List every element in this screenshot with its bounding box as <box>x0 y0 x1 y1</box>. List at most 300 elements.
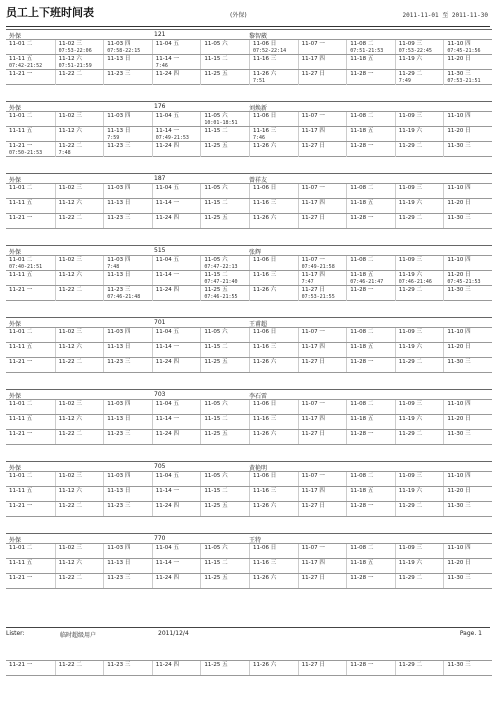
day-label: 11-14 一 <box>155 128 180 134</box>
day-label: 11-28 一 <box>350 71 374 77</box>
day-cell <box>249 472 298 486</box>
day-label: 11-20 日 <box>447 416 471 422</box>
day-cell <box>395 358 444 372</box>
day-cell <box>6 358 55 372</box>
day-label: 11-12 六 <box>58 200 82 206</box>
day-cell <box>395 70 444 85</box>
time-value: 07:53-22:06 <box>58 48 92 54</box>
day-cell <box>55 574 104 588</box>
day-label: 11-01 二 <box>9 329 33 335</box>
day-label: 11-16 三 <box>252 416 277 422</box>
day-cell <box>346 112 395 127</box>
day-label: 11-23 三 <box>107 143 131 149</box>
day-label: 11-15 二 <box>204 560 228 566</box>
day-cell <box>55 328 104 342</box>
day-label: 11-22 二 <box>58 143 82 149</box>
day-cell <box>6 559 55 573</box>
day-cell <box>298 400 347 414</box>
day-label: 11-01 二 <box>9 401 33 407</box>
day-cell <box>200 358 249 372</box>
day-label: 11-19 六 <box>398 128 423 134</box>
day-label: 11-22 二 <box>58 431 82 437</box>
day-label: 11-05 六 <box>204 113 228 119</box>
day-cell <box>55 214 104 228</box>
day-cell <box>6 415 55 429</box>
day-label: 11-26 六 <box>252 503 277 509</box>
day-cell <box>152 142 201 157</box>
day-cell <box>346 286 395 301</box>
day-label: 11-03 四 <box>107 185 131 191</box>
day-label: 11-27 日 <box>301 503 325 509</box>
day-cell <box>249 70 298 85</box>
day-label: 11-09 三 <box>398 113 423 119</box>
time-value: 7:48 <box>107 264 120 270</box>
employee-code: 701 <box>154 319 166 326</box>
day-cell <box>346 328 395 342</box>
day-cell <box>249 55 298 70</box>
employee-code: 705 <box>154 463 166 470</box>
day-label: 11-21 一 <box>9 71 33 77</box>
day-label: 11-20 日 <box>447 128 471 134</box>
day-label: 11-24 四 <box>155 575 180 581</box>
employee-header <box>6 173 492 183</box>
day-cell <box>103 544 152 558</box>
day-cell <box>152 559 201 573</box>
employee-name: 李石雷 <box>249 393 268 400</box>
day-cell <box>395 502 444 516</box>
time-value: 07:52-22:14 <box>252 48 287 54</box>
day-cell <box>346 199 395 213</box>
day-label: 11-08 二 <box>350 185 374 191</box>
time-value: 07:51-21:53 <box>350 48 384 54</box>
day-cell <box>298 472 347 486</box>
table-row <box>6 198 492 213</box>
day-label: 11-27 日 <box>301 359 325 365</box>
day-cell <box>6 199 55 213</box>
day-label: 11-24 四 <box>155 143 180 149</box>
day-label: 11-03 四 <box>107 401 131 407</box>
employee-header <box>6 317 492 327</box>
day-label: 11-30 三 <box>447 662 471 668</box>
report-title: 员工上下班时间表 <box>6 6 94 19</box>
day-label: 11-24 四 <box>155 287 180 293</box>
day-cell <box>55 430 104 444</box>
day-cell <box>249 214 298 228</box>
day-label: 11-02 三 <box>58 185 82 191</box>
employee-header <box>6 461 492 471</box>
day-label: 11-18 五 <box>350 560 374 566</box>
day-cell <box>443 415 492 429</box>
day-cell <box>200 328 249 342</box>
day-label: 11-12 六 <box>58 128 82 134</box>
table-row <box>6 573 492 589</box>
day-cell <box>249 415 298 429</box>
day-cell <box>103 415 152 429</box>
day-label: 11-16 三 <box>252 344 277 350</box>
day-label: 11-18 五 <box>350 128 374 134</box>
day-label: 11-20 日 <box>447 488 471 494</box>
employee-category: 外保 <box>9 465 22 472</box>
day-label: 11-12 六 <box>58 560 82 566</box>
day-cell <box>152 358 201 372</box>
day-label: 11-29 二 <box>398 287 423 293</box>
day-cell <box>152 112 201 127</box>
employee-block <box>6 173 492 229</box>
day-cell <box>395 574 444 588</box>
employee-header <box>6 101 492 111</box>
day-cell <box>346 358 395 372</box>
day-label: 11-28 一 <box>350 215 374 221</box>
day-cell <box>298 430 347 444</box>
day-label: 11-13 日 <box>107 560 131 566</box>
employee-block <box>6 461 492 517</box>
day-label: 11-20 日 <box>447 56 471 62</box>
table-row <box>6 255 492 270</box>
day-label: 11-25 五 <box>204 503 228 509</box>
date-range: 2011-11-01 至 2011-11-30 <box>402 12 488 19</box>
day-cell <box>200 40 249 55</box>
day-label: 11-29 二 <box>398 431 423 437</box>
day-cell <box>298 328 347 342</box>
day-label: 11-14 一 <box>155 416 180 422</box>
day-cell <box>443 358 492 372</box>
day-label: 11-15 二 <box>204 200 228 206</box>
day-cell <box>152 328 201 342</box>
day-label: 11-11 五 <box>9 416 33 422</box>
day-label: 11-04 五 <box>155 329 180 335</box>
day-cell <box>443 112 492 127</box>
day-label: 11-02 三 <box>58 113 82 119</box>
day-cell <box>200 487 249 501</box>
employee-header <box>6 29 492 39</box>
day-cell <box>443 55 492 70</box>
day-label: 11-22 二 <box>58 359 82 365</box>
day-label: 11-21 一 <box>9 431 33 437</box>
day-cell <box>443 328 492 342</box>
day-label: 11-27 日 <box>301 71 325 77</box>
table-row <box>6 414 492 429</box>
overflow-row-block <box>6 660 492 676</box>
day-cell <box>55 343 104 357</box>
day-label: 11-28 一 <box>350 431 374 437</box>
day-cell <box>103 502 152 516</box>
day-label: 11-20 日 <box>447 344 471 350</box>
day-cell <box>200 472 249 486</box>
day-cell <box>6 184 55 198</box>
day-label: 11-22 二 <box>58 662 82 668</box>
table-row <box>6 39 492 54</box>
day-cell <box>103 256 152 271</box>
day-cell <box>443 271 492 286</box>
day-cell <box>152 574 201 588</box>
day-label: 11-24 四 <box>155 431 180 437</box>
day-label: 11-21 一 <box>9 287 33 293</box>
day-label: 11-09 三 <box>398 473 423 479</box>
day-label: 11-12 六 <box>58 488 82 494</box>
day-label: 11-24 四 <box>155 215 180 221</box>
table-row <box>6 111 492 126</box>
day-cell <box>103 199 152 213</box>
day-label: 11-06 日 <box>252 257 277 263</box>
day-label: 11-22 二 <box>58 71 82 77</box>
day-cell <box>55 184 104 198</box>
day-label: 11-12 六 <box>58 416 82 422</box>
day-cell <box>6 40 55 55</box>
footer-divider <box>6 627 490 628</box>
day-label: 11-22 二 <box>58 287 82 293</box>
day-cell <box>200 142 249 157</box>
day-cell <box>395 199 444 213</box>
day-cell <box>55 40 104 55</box>
day-label: 11-05 六 <box>204 257 228 263</box>
day-cell <box>443 70 492 85</box>
day-cell <box>249 487 298 501</box>
day-cell <box>298 199 347 213</box>
day-cell <box>152 55 201 70</box>
day-label: 11-30 三 <box>447 575 471 581</box>
day-label: 11-03 四 <box>107 257 131 263</box>
day-cell <box>200 112 249 127</box>
day-cell <box>103 112 152 127</box>
day-label: 11-15 二 <box>204 272 228 278</box>
day-cell <box>152 544 201 558</box>
day-label: 11-01 二 <box>9 473 33 479</box>
day-cell <box>249 127 298 142</box>
day-label: 11-01 二 <box>9 257 33 263</box>
day-label: 11-07 一 <box>301 257 325 263</box>
day-label: 11-04 五 <box>155 257 180 263</box>
day-cell <box>443 544 492 558</box>
day-label: 11-06 日 <box>252 473 277 479</box>
day-cell <box>6 661 55 675</box>
day-label: 11-29 二 <box>398 71 423 77</box>
day-label: 11-08 二 <box>350 257 374 263</box>
employee-name: 张辉 <box>249 249 262 256</box>
day-cell <box>6 214 55 228</box>
day-label: 11-09 三 <box>398 257 423 263</box>
day-label: 11-20 日 <box>447 560 471 566</box>
day-cell <box>395 343 444 357</box>
day-label: 11-13 日 <box>107 128 131 134</box>
day-label: 11-21 一 <box>9 503 33 509</box>
day-cell <box>200 70 249 85</box>
time-value: 07:46-21:46 <box>398 279 432 285</box>
time-value: 07:58-22:15 <box>107 48 141 54</box>
day-cell <box>249 199 298 213</box>
day-cell <box>346 184 395 198</box>
day-label: 11-30 三 <box>447 431 471 437</box>
day-cell <box>249 502 298 516</box>
day-cell <box>6 430 55 444</box>
day-label: 11-27 日 <box>301 662 325 668</box>
day-label: 11-15 二 <box>204 128 228 134</box>
day-label: 11-10 四 <box>447 41 471 47</box>
day-cell <box>298 286 347 301</box>
day-label: 11-18 五 <box>350 416 374 422</box>
day-cell <box>6 112 55 127</box>
day-cell <box>249 559 298 573</box>
day-label: 11-05 六 <box>204 545 228 551</box>
day-cell <box>249 400 298 414</box>
day-cell <box>200 502 249 516</box>
day-label: 11-17 四 <box>301 56 325 62</box>
day-label: 11-17 四 <box>301 272 325 278</box>
day-cell <box>346 400 395 414</box>
day-cell <box>103 40 152 55</box>
day-label: 11-19 六 <box>398 200 423 206</box>
day-cell <box>346 430 395 444</box>
day-cell <box>249 256 298 271</box>
day-label: 11-15 二 <box>204 56 228 62</box>
day-label: 11-07 一 <box>301 473 325 479</box>
day-label: 11-23 三 <box>107 662 131 668</box>
day-cell <box>395 487 444 501</box>
day-cell <box>443 286 492 301</box>
day-label: 11-23 三 <box>107 215 131 221</box>
day-cell <box>152 256 201 271</box>
day-label: 11-27 日 <box>301 575 325 581</box>
day-cell <box>249 358 298 372</box>
day-cell <box>395 184 444 198</box>
day-label: 11-19 六 <box>398 560 423 566</box>
day-label: 11-26 六 <box>252 71 277 77</box>
employee-category: 外保 <box>9 393 22 400</box>
day-cell <box>6 544 55 558</box>
day-cell <box>6 271 55 286</box>
day-cell <box>200 559 249 573</box>
day-label: 11-15 二 <box>204 344 228 350</box>
day-cell <box>346 70 395 85</box>
day-cell <box>298 256 347 271</box>
day-label: 11-01 二 <box>9 113 33 119</box>
day-cell <box>249 286 298 301</box>
day-cell <box>55 271 104 286</box>
day-cell <box>103 286 152 301</box>
table-row <box>6 501 492 517</box>
day-label: 11-08 二 <box>350 545 374 551</box>
day-cell <box>443 184 492 198</box>
day-cell <box>103 472 152 486</box>
day-cell <box>200 415 249 429</box>
day-cell <box>55 142 104 157</box>
day-cell <box>298 70 347 85</box>
day-cell <box>298 415 347 429</box>
day-label: 11-07 一 <box>301 41 325 47</box>
day-cell <box>152 127 201 142</box>
day-cell <box>200 544 249 558</box>
day-cell <box>443 487 492 501</box>
day-cell <box>298 544 347 558</box>
day-cell <box>346 256 395 271</box>
day-label: 11-05 六 <box>204 41 228 47</box>
day-cell <box>152 661 201 675</box>
table-row <box>6 486 492 501</box>
day-cell <box>103 70 152 85</box>
day-label: 11-26 六 <box>252 662 277 668</box>
table-row <box>6 357 492 373</box>
day-label: 11-17 四 <box>301 560 325 566</box>
day-cell <box>6 343 55 357</box>
time-value: 07:45-21:56 <box>447 48 481 54</box>
day-cell <box>443 256 492 271</box>
day-label: 11-21 一 <box>9 575 33 581</box>
employee-block <box>6 317 492 373</box>
day-cell <box>152 430 201 444</box>
day-cell <box>200 343 249 357</box>
day-label: 11-20 日 <box>447 272 471 278</box>
header-divider <box>6 26 490 27</box>
time-value: 07:53-21:55 <box>301 294 335 300</box>
table-row <box>6 429 492 445</box>
employee-header <box>6 533 492 543</box>
page-number: Page. 1 <box>459 630 482 637</box>
day-cell <box>200 661 249 675</box>
day-cell <box>346 487 395 501</box>
day-cell <box>249 40 298 55</box>
day-cell <box>443 343 492 357</box>
day-label: 11-10 四 <box>447 545 471 551</box>
employee-category: 外保 <box>9 177 22 184</box>
day-cell <box>249 574 298 588</box>
employee-header <box>6 245 492 255</box>
day-label: 11-27 日 <box>301 215 325 221</box>
day-cell <box>249 271 298 286</box>
employee-category: 外保 <box>9 105 22 112</box>
day-cell <box>152 199 201 213</box>
day-cell <box>395 661 444 675</box>
day-cell <box>346 343 395 357</box>
day-cell <box>152 184 201 198</box>
day-label: 11-10 四 <box>447 113 471 119</box>
day-label: 11-14 一 <box>155 56 180 62</box>
day-label: 11-03 四 <box>107 473 131 479</box>
day-cell <box>443 574 492 588</box>
day-label: 11-18 五 <box>350 56 374 62</box>
day-label: 11-02 三 <box>58 473 82 479</box>
day-label: 11-12 六 <box>58 344 82 350</box>
day-cell <box>346 55 395 70</box>
day-cell <box>152 472 201 486</box>
day-cell <box>103 574 152 588</box>
day-cell <box>298 271 347 286</box>
day-label: 11-14 一 <box>155 488 180 494</box>
employee-block <box>6 29 492 85</box>
day-label: 11-06 日 <box>252 41 277 47</box>
day-cell <box>6 286 55 301</box>
day-label: 11-17 四 <box>301 128 325 134</box>
day-label: 11-04 五 <box>155 545 180 551</box>
day-label: 11-08 二 <box>350 41 374 47</box>
day-label: 11-13 日 <box>107 200 131 206</box>
day-label: 11-07 一 <box>301 401 325 407</box>
day-label: 11-30 三 <box>447 215 471 221</box>
day-cell <box>395 214 444 228</box>
day-cell <box>55 415 104 429</box>
day-label: 11-29 二 <box>398 143 423 149</box>
day-label: 11-05 六 <box>204 329 228 335</box>
day-label: 11-14 一 <box>155 272 180 278</box>
day-cell <box>55 472 104 486</box>
day-cell <box>55 544 104 558</box>
employee-code: 770 <box>154 535 166 542</box>
day-label: 11-08 二 <box>350 329 374 335</box>
day-cell <box>298 343 347 357</box>
time-value: 7:51 <box>252 78 266 84</box>
time-value: 07:47-22:13 <box>204 264 238 270</box>
day-label: 11-04 五 <box>155 185 180 191</box>
day-cell <box>103 55 152 70</box>
day-label: 11-04 五 <box>155 473 180 479</box>
